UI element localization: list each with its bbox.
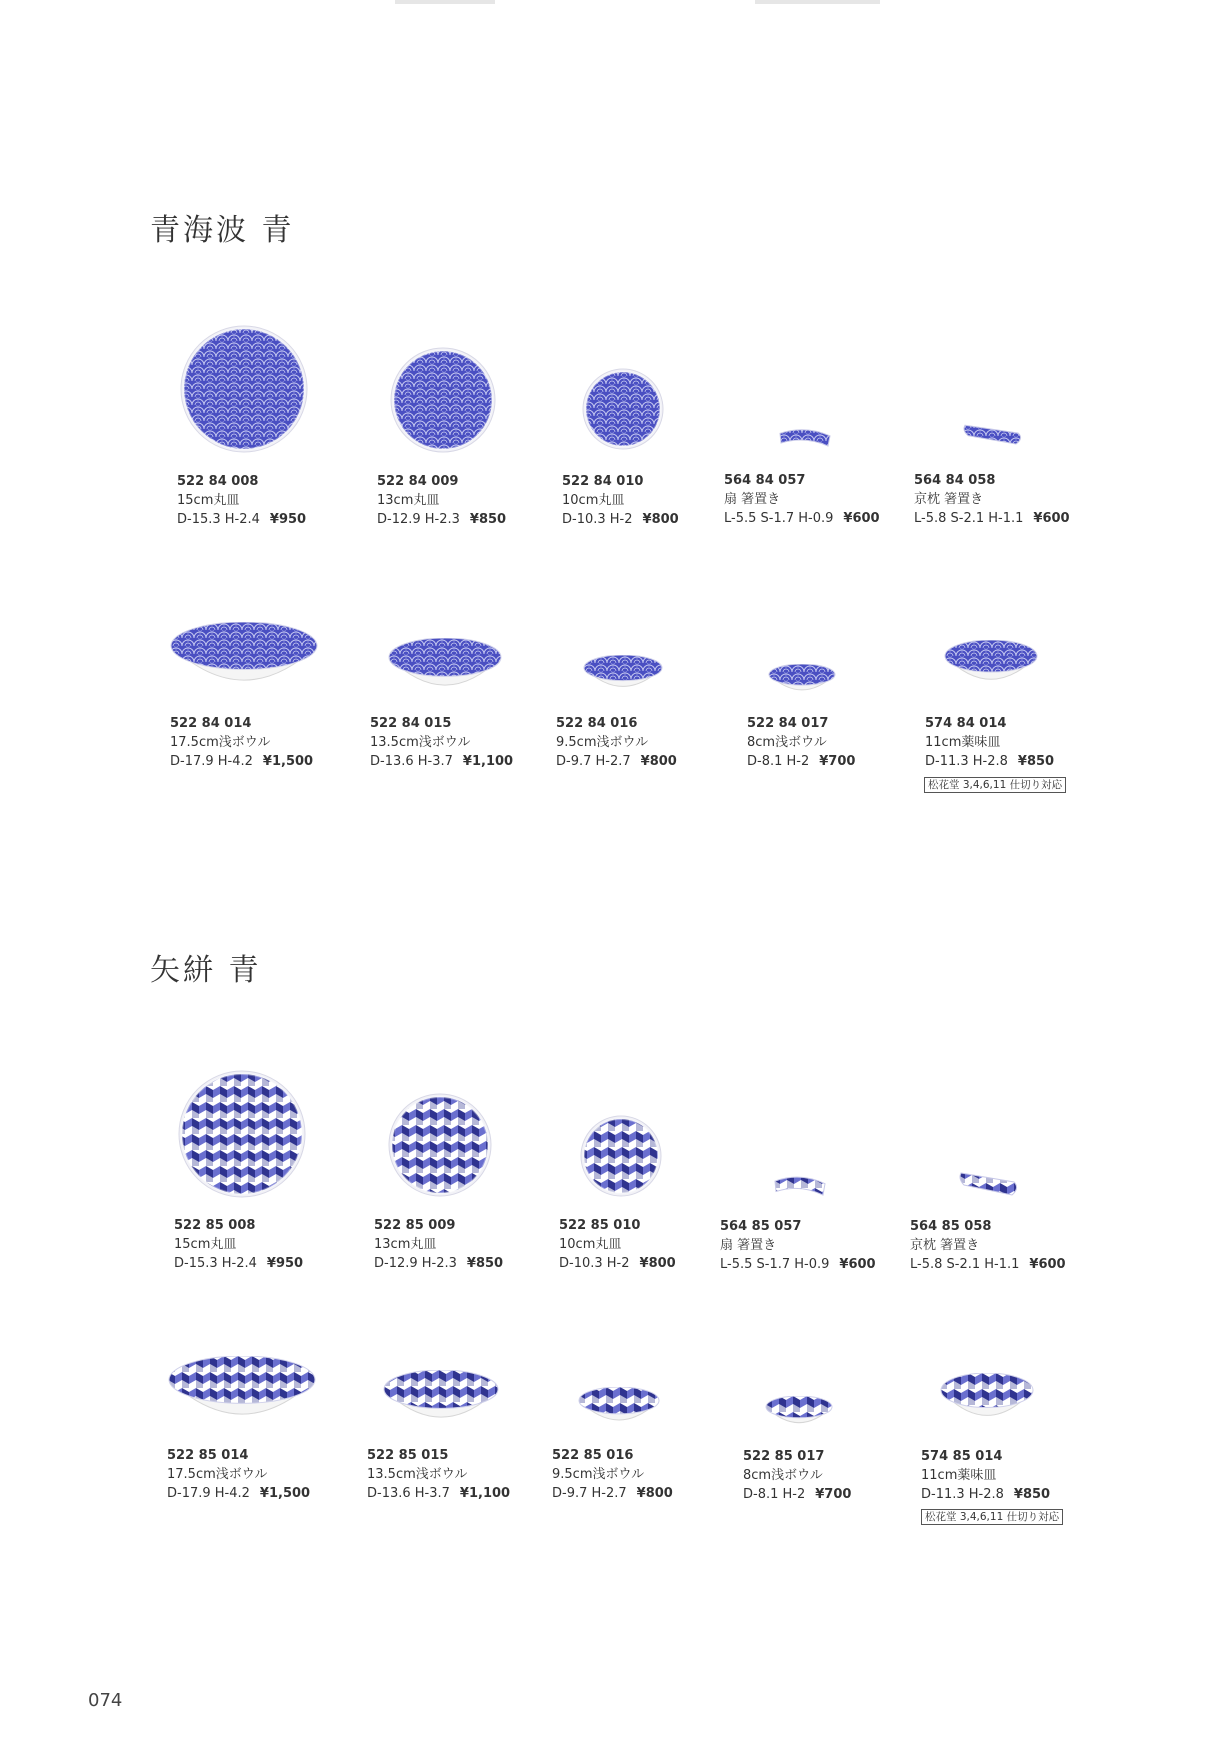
product-name: 17.5cm浅ボウル — [167, 1467, 268, 1482]
product-info — [747, 714, 855, 771]
product-note-badge: 松花堂 3,4,6,11 仕切り対応 — [921, 1509, 1063, 1525]
product-image-bowl — [768, 664, 836, 701]
product-name: 8cm浅ボウル — [743, 1468, 823, 1483]
product-price: ¥600 — [1033, 511, 1070, 526]
product-price: ¥800 — [639, 1256, 676, 1271]
product-code: 522 84 009 — [377, 474, 459, 489]
product-dimensions: D-9.7 H-2.7 — [552, 1486, 627, 1501]
product-image-plate — [390, 347, 496, 457]
product-price: ¥600 — [839, 1257, 876, 1272]
product-dimensions: D-12.9 H-2.3 — [374, 1256, 457, 1271]
product-price: ¥850 — [1017, 754, 1055, 769]
product-name: 9.5cm浅ボウル — [552, 1467, 645, 1482]
product-code: 522 84 015 — [370, 716, 452, 731]
product-info — [374, 1216, 503, 1273]
product-image-plate — [178, 1070, 306, 1202]
product-dimensions: D-10.3 H-2 — [559, 1256, 630, 1271]
product-dimensions: D-8.1 H-2 — [743, 1487, 806, 1502]
product-name: 17.5cm浅ボウル — [170, 735, 271, 750]
product-code: 564 84 057 — [724, 473, 806, 488]
product-name: 13cm丸皿 — [374, 1237, 437, 1252]
product-dimensions: L-5.5 S-1.7 H-0.9 — [720, 1257, 830, 1272]
product-name: 京枕 箸置き — [910, 1238, 980, 1253]
product-dimensions: D-9.7 H-2.7 — [556, 754, 631, 769]
section-title-yagasuri: 矢絣 青 — [150, 953, 262, 988]
product-price: ¥1,100 — [459, 1486, 511, 1501]
product-dimensions: D-12.9 H-2.3 — [377, 512, 460, 527]
product-dimensions: D-11.3 H-2.8 — [925, 754, 1008, 769]
product-image-plate — [580, 1115, 662, 1201]
product-info — [174, 1216, 303, 1273]
product-code: 564 85 057 — [720, 1219, 802, 1234]
product-name: 11cm薬味皿 — [921, 1468, 997, 1483]
product-image-plate — [582, 368, 664, 454]
product-code: 522 85 014 — [167, 1448, 249, 1463]
page-number: 074 — [88, 1690, 123, 1711]
product-dimensions: D-17.9 H-4.2 — [167, 1486, 250, 1501]
product-code: 564 84 058 — [914, 473, 996, 488]
product-image-plate — [180, 325, 308, 457]
product-code: 522 85 008 — [174, 1218, 256, 1233]
product-code: 522 85 017 — [743, 1449, 825, 1464]
product-name: 15cm丸皿 — [177, 493, 240, 508]
product-code: 522 85 016 — [552, 1448, 634, 1463]
product-code: 564 85 058 — [910, 1219, 992, 1234]
product-code: 574 84 014 — [925, 716, 1007, 731]
product-price: ¥1,100 — [462, 754, 514, 769]
product-dimensions: D-17.9 H-4.2 — [170, 754, 253, 769]
product-name: 扇 箸置き — [724, 492, 781, 507]
product-name: 13.5cm浅ボウル — [370, 735, 471, 750]
product-price: ¥600 — [1029, 1257, 1066, 1272]
section-title-seigaiha: 青海波 青 — [150, 213, 295, 248]
product-price: ¥600 — [843, 511, 880, 526]
product-name: 9.5cm浅ボウル — [556, 735, 649, 750]
product-code: 522 85 015 — [367, 1448, 449, 1463]
product-name: 8cm浅ボウル — [747, 735, 827, 750]
product-image-chopstick-rest — [778, 425, 832, 453]
product-info — [559, 1216, 676, 1273]
product-name: 10cm丸皿 — [562, 493, 625, 508]
product-code: 522 84 017 — [747, 716, 829, 731]
product-image-bowl — [583, 655, 663, 699]
product-price: ¥1,500 — [259, 1486, 311, 1501]
product-name: 11cm薬味皿 — [925, 735, 1001, 750]
product-image-bowl — [383, 1370, 499, 1434]
product-info — [377, 472, 506, 529]
product-dimensions: D-15.3 H-2.4 — [174, 1256, 257, 1271]
product-dimensions: D-13.6 H-3.7 — [370, 754, 453, 769]
product-name: 京枕 箸置き — [914, 492, 984, 507]
product-info — [914, 471, 1070, 528]
product-image-bowl — [944, 640, 1038, 694]
product-dimensions: L-5.8 S-2.1 H-1.1 — [910, 1257, 1020, 1272]
product-image-chopstick-rest — [773, 1172, 827, 1202]
product-info — [556, 714, 677, 771]
product-info — [925, 714, 1054, 771]
product-image-bowl — [578, 1387, 660, 1433]
top-scan-mark-left — [395, 0, 495, 4]
product-info — [170, 714, 313, 771]
product-info — [910, 1217, 1066, 1274]
product-price: ¥700 — [815, 1487, 852, 1502]
product-code: 522 84 008 — [177, 474, 259, 489]
product-dimensions: D-11.3 H-2.8 — [921, 1487, 1004, 1502]
product-price: ¥800 — [640, 754, 677, 769]
product-price: ¥950 — [269, 512, 307, 527]
product-image-plate — [388, 1093, 492, 1201]
product-dimensions: L-5.8 S-2.1 H-1.1 — [914, 511, 1024, 526]
product-info — [370, 714, 513, 771]
product-info — [562, 472, 679, 529]
product-price: ¥700 — [819, 754, 856, 769]
product-price: ¥1,500 — [262, 754, 314, 769]
product-dimensions: D-13.6 H-3.7 — [367, 1486, 450, 1501]
top-scan-mark-right — [755, 0, 880, 4]
product-name: 10cm丸皿 — [559, 1237, 622, 1252]
product-dimensions: L-5.5 S-1.7 H-0.9 — [724, 511, 834, 526]
product-code: 522 85 009 — [374, 1218, 456, 1233]
product-info — [743, 1447, 851, 1504]
product-price: ¥800 — [642, 512, 679, 527]
product-code: 574 85 014 — [921, 1449, 1003, 1464]
product-name: 13cm丸皿 — [377, 493, 440, 508]
product-info — [720, 1217, 876, 1274]
product-image-chopstick-rest — [958, 1167, 1020, 1201]
product-note-badge: 松花堂 3,4,6,11 仕切り対応 — [924, 777, 1066, 793]
product-dimensions: D-8.1 H-2 — [747, 754, 810, 769]
product-name: 15cm丸皿 — [174, 1237, 237, 1252]
product-info — [177, 472, 306, 529]
product-image-bowl — [940, 1373, 1034, 1431]
product-info — [724, 471, 880, 528]
product-info — [167, 1446, 310, 1503]
product-dimensions: D-15.3 H-2.4 — [177, 512, 260, 527]
product-image-bowl — [168, 1356, 316, 1434]
product-code: 522 84 016 — [556, 716, 638, 731]
product-price: ¥850 — [1013, 1487, 1051, 1502]
product-name: 扇 箸置き — [720, 1238, 777, 1253]
product-code: 522 84 014 — [170, 716, 252, 731]
product-price: ¥850 — [469, 512, 507, 527]
product-image-bowl — [170, 622, 318, 700]
product-dimensions: D-10.3 H-2 — [562, 512, 633, 527]
product-price: ¥950 — [266, 1256, 304, 1271]
product-info — [367, 1446, 510, 1503]
product-code: 522 84 010 — [562, 474, 644, 489]
product-image-bowl — [388, 638, 502, 702]
product-name: 13.5cm浅ボウル — [367, 1467, 468, 1482]
product-info — [921, 1447, 1050, 1504]
product-price: ¥850 — [466, 1256, 504, 1271]
product-code: 522 85 010 — [559, 1218, 641, 1233]
product-image-chopstick-rest — [962, 420, 1024, 450]
product-info — [552, 1446, 673, 1503]
product-image-bowl — [765, 1396, 833, 1434]
product-price: ¥800 — [636, 1486, 673, 1501]
